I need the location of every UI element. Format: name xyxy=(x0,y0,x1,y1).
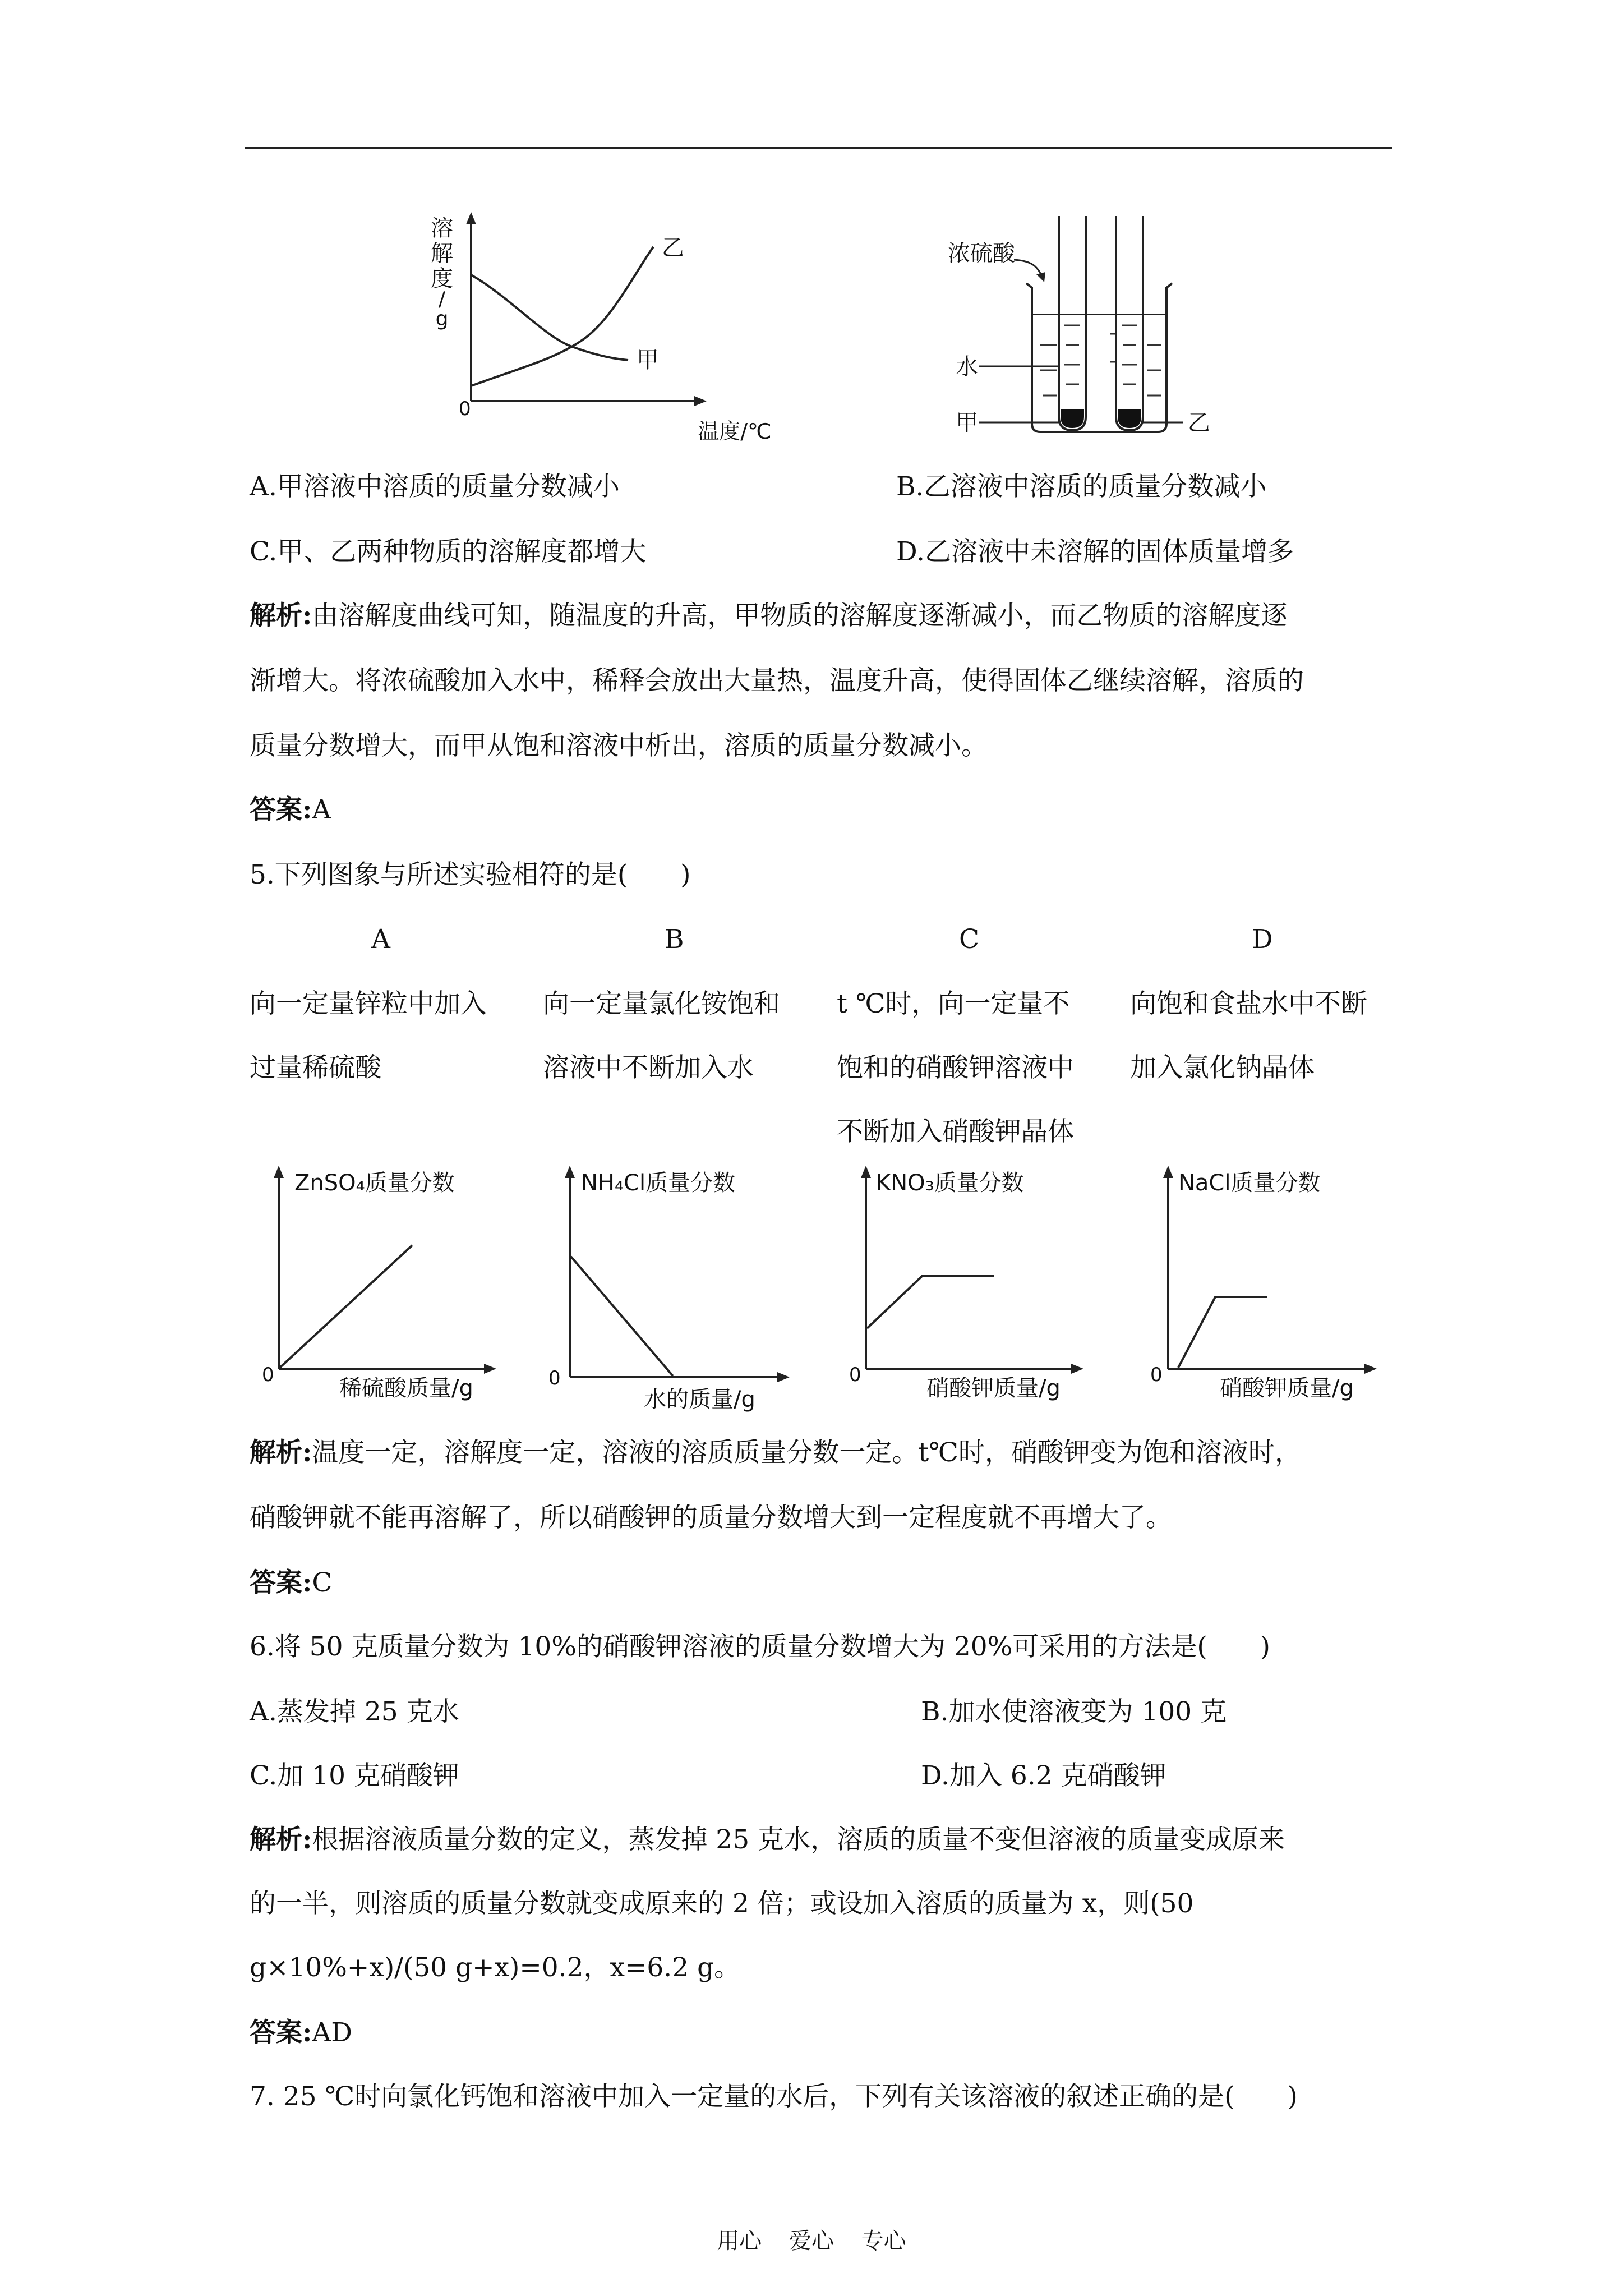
q5-desc-d-1: 向饱和食盐水中不断 xyxy=(1130,988,1367,1019)
graph-d-origin: 0 xyxy=(1150,1364,1163,1386)
tube-left-label: 甲 xyxy=(956,410,978,436)
footer-item-3: 专心 xyxy=(861,2228,906,2254)
graph-d-xlabel: 硝酸钾质量/g xyxy=(1220,1375,1354,1401)
footer-item-2: 爱心 xyxy=(789,2228,834,2254)
q6-answer-label: 答案: xyxy=(250,2017,312,2048)
q4-analysis-text-1: 由溶解度曲线可知，随温度的升高，甲物质的溶解度逐渐减小，而乙物质的溶解度逐 xyxy=(312,600,1288,631)
q5-analysis-label: 解析: xyxy=(250,1437,312,1468)
q6-stem: 6.将 50 克质量分数为 10%的硝酸钾溶液的质量分数增大为 20%可采用的方法是( ) xyxy=(250,1631,1271,1662)
solubility-ylabel-4: / xyxy=(438,288,446,311)
graph-c-xlabel: 硝酸钾质量/g xyxy=(926,1375,1061,1401)
graph-b-origin: 0 xyxy=(548,1367,561,1389)
q5-desc-a-1: 向一定量锌粒中加入 xyxy=(250,988,487,1019)
tube-left xyxy=(1059,216,1086,430)
q5-stem: 5.下列图象与所述实验相符的是( ) xyxy=(250,859,691,890)
solubility-ylabel-3: 度 xyxy=(431,266,453,292)
q5-analysis-line-1 xyxy=(250,1436,1301,1470)
water-label: 水 xyxy=(956,354,978,380)
graph-c-line xyxy=(867,1276,994,1328)
curve-yi xyxy=(471,247,653,386)
q5-desc-b-2: 溶液中不断加入水 xyxy=(543,1052,754,1083)
solubility-ylabel-2: 解 xyxy=(431,241,453,266)
q6-analysis-label: 解析: xyxy=(250,1824,312,1855)
q5-letter-d: D xyxy=(1252,924,1273,955)
q6-option-a: A.蒸发掉 25 克水 xyxy=(250,1696,459,1727)
q5-analysis-text-1: 温度一定，溶解度一定，溶液的溶质质量分数一定。t℃时，硝酸钾变为饱和溶液时， xyxy=(312,1437,1301,1468)
q4-analysis-line-3: 质量分数增大，而甲从饱和溶液中析出，溶质的质量分数减小。 xyxy=(250,730,988,761)
q4-option-a: A.甲溶液中溶质的质量分数减小 xyxy=(250,471,620,502)
q5-desc-b-1: 向一定量氯化铵饱和 xyxy=(543,988,780,1019)
solubility-origin: 0 xyxy=(459,398,471,420)
q5-analysis-line-2: 硝酸钾就不能再溶解了，所以硝酸钾的质量分数增大到一定程度就不再增大了。 xyxy=(250,1502,1172,1533)
footer-item-1: 用心 xyxy=(717,2228,762,2254)
graph-b-ylabel: NH₄Cl质量分数 xyxy=(581,1170,736,1196)
q5-letter-b: B xyxy=(665,924,684,955)
q6-analysis-text-1: 根据溶液质量分数的定义，蒸发掉 25 克水，溶质的质量不变但溶液的质量变成原来 xyxy=(312,1824,1285,1855)
graph-d-ylabel: NaCl质量分数 xyxy=(1178,1170,1321,1196)
q6-analysis-line-1 xyxy=(250,1823,1285,1857)
q6-answer-value: AD xyxy=(312,2017,352,2048)
graph-c-origin: 0 xyxy=(849,1364,861,1386)
q5-answer-label: 答案: xyxy=(250,1567,312,1598)
header-rule xyxy=(245,147,1392,149)
q6-analysis-line-2: 的一半，则溶质的质量分数就变成原来的 2 倍；或设加入溶质的质量为 x，则(50 xyxy=(250,1888,1194,1919)
q4-analysis-line-1 xyxy=(250,599,1287,633)
solubility-xlabel: 温度/℃ xyxy=(698,419,772,444)
q6-answer xyxy=(250,2016,352,2050)
q5-desc-a-2: 过量稀硫酸 xyxy=(250,1052,381,1083)
q5-desc-d-2: 加入氯化钠晶体 xyxy=(1130,1052,1315,1083)
q6-option-b: B.加水使溶液变为 100 克 xyxy=(921,1696,1227,1727)
graph-a-line xyxy=(280,1245,412,1368)
tube-right xyxy=(1116,216,1143,430)
q4-option-c: C.甲、乙两种物质的溶解度都增大 xyxy=(250,536,647,567)
q4-answer xyxy=(250,793,331,827)
graph-a xyxy=(250,1161,530,1419)
graph-a-origin: 0 xyxy=(262,1364,274,1386)
page-footer xyxy=(0,2223,1623,2255)
graph-a-xlabel: 稀硫酸质量/g xyxy=(339,1375,473,1401)
q4-option-b: B.乙溶液中溶质的质量分数减小 xyxy=(896,471,1267,502)
label-yi: 乙 xyxy=(662,235,684,261)
q4-answer-label: 答案: xyxy=(250,794,312,825)
graph-a-ylabel: ZnSO₄质量分数 xyxy=(294,1170,455,1196)
q5-letter-a: A xyxy=(371,924,390,955)
graph-d-line xyxy=(1178,1297,1267,1368)
q4-answer-value: A xyxy=(312,794,331,825)
q5-answer-value: C xyxy=(312,1567,333,1598)
q5-desc-c-2: 饱和的硝酸钾溶液中 xyxy=(837,1052,1074,1083)
solubility-figure xyxy=(415,208,772,454)
graph-d xyxy=(1130,1161,1410,1419)
label-jia: 甲 xyxy=(637,347,659,373)
acid-label: 浓硫酸 xyxy=(948,241,1015,266)
beaker-figure xyxy=(948,210,1228,452)
q6-option-d: D.加入 6.2 克硝酸钾 xyxy=(921,1760,1166,1791)
q6-analysis-line-3: g×10%+x)/(50 g+x)=0.2，x=6.2 g。 xyxy=(250,1952,741,1983)
q5-desc-c-1: t ℃时，向一定量不 xyxy=(837,988,1070,1019)
graph-c xyxy=(837,1161,1117,1419)
q5-letter-c: C xyxy=(959,924,979,955)
q5-answer xyxy=(250,1566,332,1600)
graph-b-xlabel: 水的质量/g xyxy=(644,1387,755,1412)
q6-option-c: C.加 10 克硝酸钾 xyxy=(250,1760,459,1791)
q4-option-d: D.乙溶液中未溶解的固体质量增多 xyxy=(896,536,1294,567)
q4-analysis-line-2: 渐增大。将浓硫酸加入水中，稀释会放出大量热，温度升高，使得固体乙继续溶解，溶质的 xyxy=(250,665,1304,696)
q5-desc-c-3: 不断加入硝酸钾晶体 xyxy=(837,1116,1074,1147)
graph-b xyxy=(543,1161,823,1419)
q7-stem: 7. 25 ℃时向氯化钙饱和溶液中加入一定量的水后，下列有关该溶液的叙述正确的是( ) xyxy=(250,2081,1298,2112)
solubility-ylabel-1: 溶 xyxy=(431,215,453,241)
q4-analysis-label: 解析: xyxy=(250,600,312,631)
graph-b-line xyxy=(571,1257,673,1376)
graph-c-ylabel: KNO₃质量分数 xyxy=(876,1170,1024,1196)
solubility-ylabel-5: g xyxy=(435,307,449,330)
tube-right-label: 乙 xyxy=(1188,410,1210,436)
